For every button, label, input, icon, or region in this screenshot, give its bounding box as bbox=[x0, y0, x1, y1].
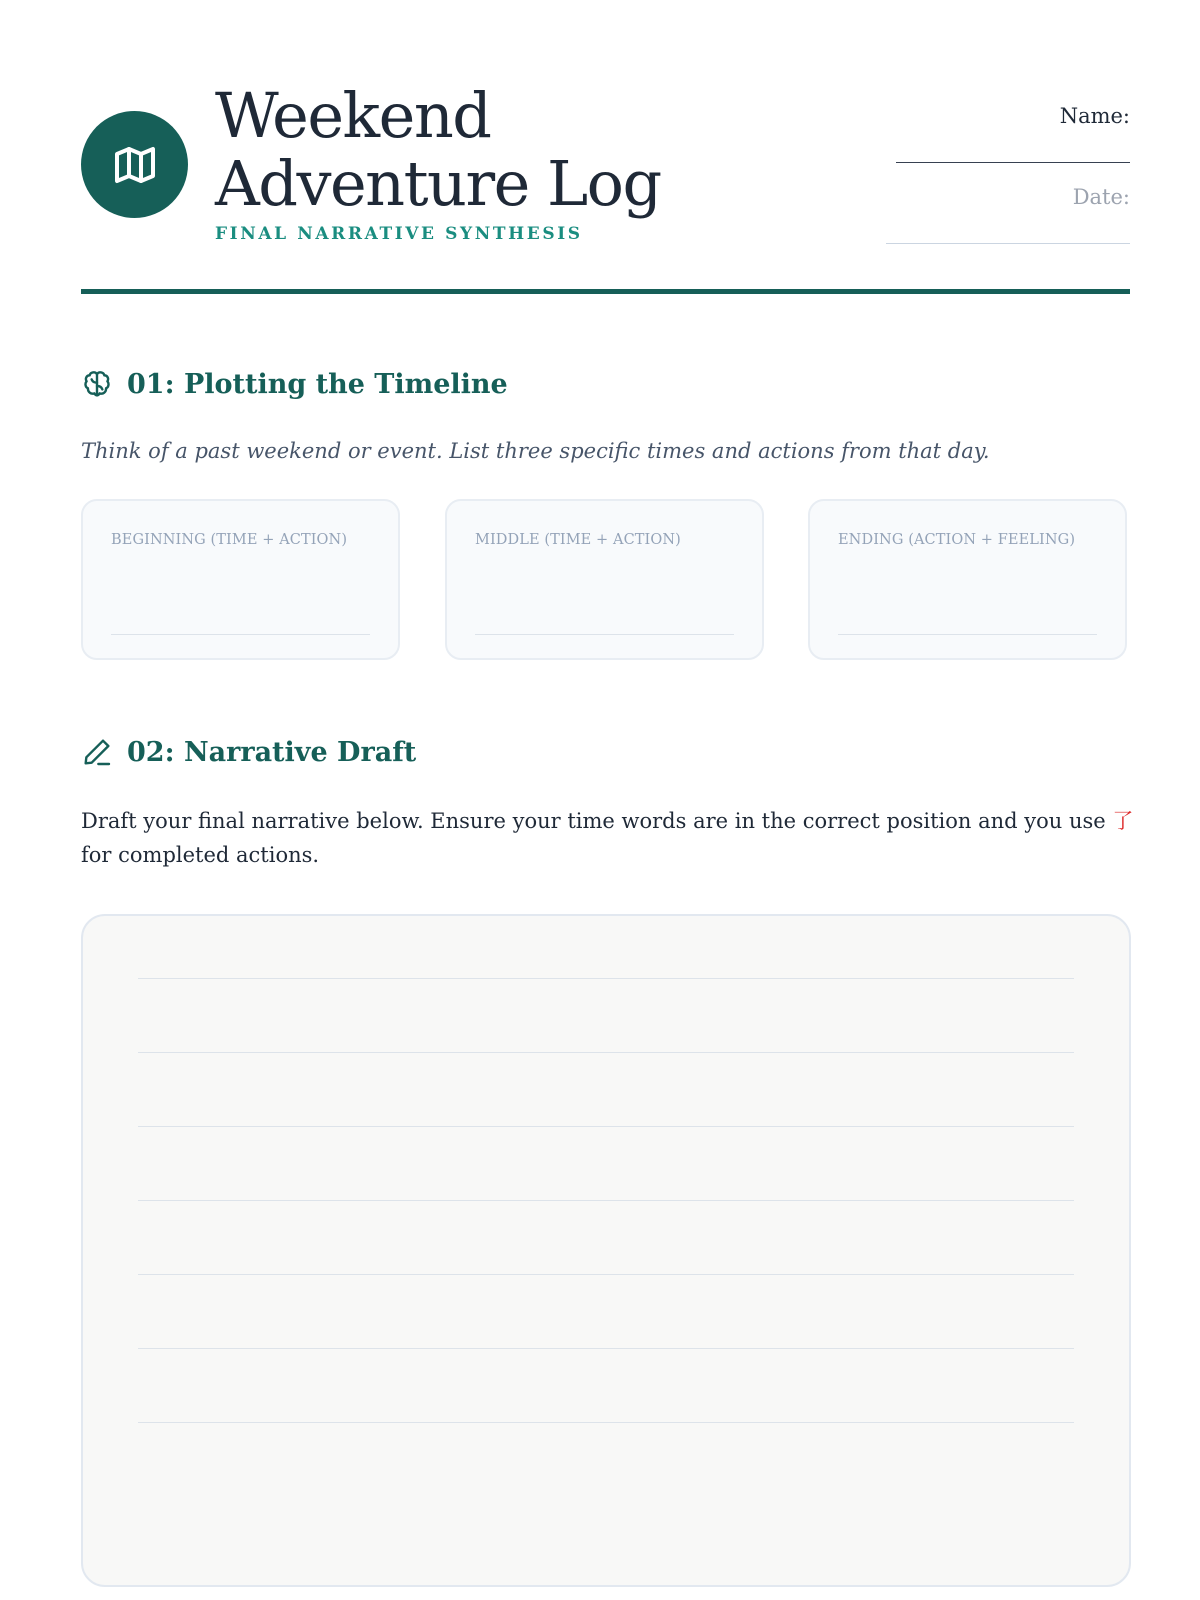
card-label: ENDING (ACTION + FEELING) bbox=[838, 532, 1076, 548]
card-label: BEGINNING (TIME + ACTION) bbox=[111, 532, 348, 548]
timeline-card-ending[interactable] bbox=[808, 499, 1127, 660]
draft-instruction bbox=[81, 804, 1141, 872]
ruled-line bbox=[138, 1348, 1074, 1349]
header-divider bbox=[81, 289, 1130, 294]
date-label: Date: bbox=[1072, 185, 1130, 209]
timeline-card-middle[interactable] bbox=[445, 499, 764, 660]
ruled-line bbox=[138, 1126, 1074, 1127]
timeline-instruction: Think of a past weekend or event. List three specific times and actions from that day. bbox=[81, 439, 990, 463]
card-answer-line bbox=[838, 634, 1097, 635]
card-answer-line bbox=[475, 634, 734, 635]
timeline-card-beginning[interactable] bbox=[81, 499, 400, 660]
draft-instruction-text-end: for completed actions. bbox=[81, 843, 320, 867]
ruled-line bbox=[138, 1422, 1074, 1423]
name-field[interactable] bbox=[896, 162, 1130, 163]
card-label: MIDDLE (TIME + ACTION) bbox=[475, 532, 681, 548]
ruled-line bbox=[138, 978, 1074, 979]
page-title: Weekend Adventure Log bbox=[215, 79, 661, 220]
date-field[interactable] bbox=[886, 243, 1130, 244]
brain-icon bbox=[81, 368, 113, 400]
logo-badge bbox=[81, 111, 188, 218]
card-answer-line bbox=[111, 634, 370, 635]
map-icon bbox=[111, 141, 159, 189]
grammar-marker: 了 bbox=[1112, 809, 1134, 833]
draft-instruction-text: Draft your final narrative below. Ensure your time words are in the correct position and you use bbox=[81, 809, 1113, 833]
section-draft-title: 02: Narrative Draft bbox=[127, 736, 417, 768]
narrative-draft-box[interactable] bbox=[81, 914, 1131, 1587]
ruled-line bbox=[138, 1274, 1074, 1275]
section-timeline-heading bbox=[81, 368, 508, 400]
page-subtitle: FINAL NARRATIVE SYNTHESIS bbox=[215, 224, 583, 244]
name-label: Name: bbox=[1059, 104, 1130, 128]
section-draft-heading bbox=[81, 736, 416, 768]
section-timeline-title: 01: Plotting the Timeline bbox=[127, 368, 508, 400]
ruled-line bbox=[138, 1052, 1074, 1053]
pencil-icon bbox=[81, 736, 113, 768]
ruled-line bbox=[138, 1200, 1074, 1201]
